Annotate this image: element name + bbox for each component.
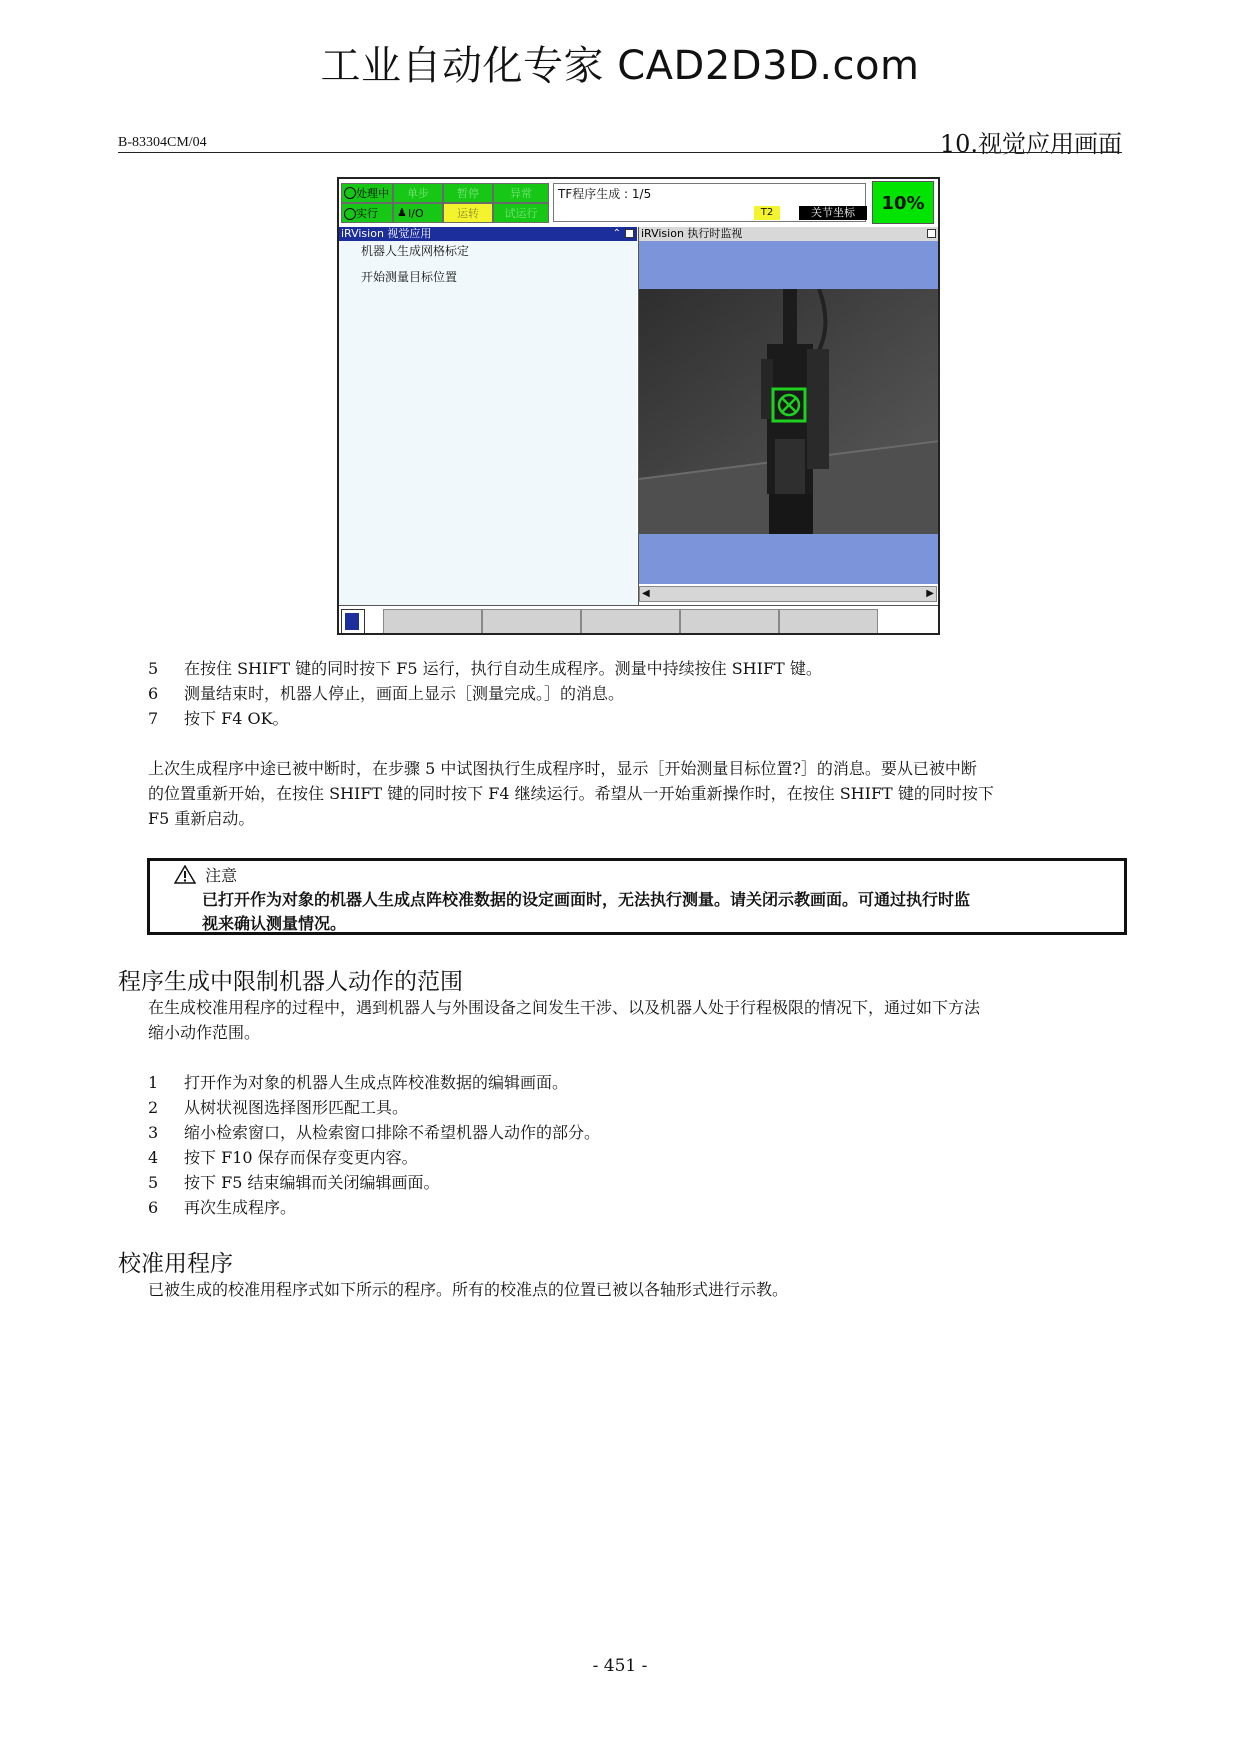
camera-margin-top <box>639 241 939 289</box>
note-line: 视来确认测量情况。 <box>202 914 347 933</box>
status-bar <box>339 179 938 227</box>
run-icon <box>344 208 356 220</box>
step-number: 6 <box>148 684 159 703</box>
status-busy <box>341 183 393 203</box>
maximize-icon[interactable] <box>927 229 936 238</box>
step-number: 7 <box>148 709 159 728</box>
function-key-bar <box>339 605 938 634</box>
step-text: 在按住 SHIFT 键的同时按下 F5 运行，执行自动生成程序。测量中持续按住 SHIFT 键。 <box>184 659 822 678</box>
io-icon: ♟ <box>397 206 407 219</box>
left-pane <box>339 227 637 605</box>
paragraph-line: 的位置重新开始，在按住 SHIFT 键的同时按下 F4 继续运行。希望从一开始重新操作时，在按住 SHIFT 键的同时按下 <box>148 784 994 803</box>
fkey-f5[interactable] <box>779 609 878 634</box>
step-number: 1 <box>148 1073 159 1092</box>
chevron-up-icon[interactable]: ⌃ <box>612 228 621 239</box>
note-heading-text: 注意 <box>205 866 238 885</box>
warning-icon <box>174 865 196 884</box>
status-busy-label: 处理中 <box>356 187 389 200</box>
scroll-right-icon[interactable]: ▶ <box>926 588 934 599</box>
fkey-f4[interactable] <box>680 609 779 634</box>
paragraph-line: 缩小动作范围。 <box>148 1023 261 1042</box>
step-text: 缩小检索窗口，从检索窗口排除不希望机器人动作的部分。 <box>184 1123 601 1142</box>
note-heading <box>174 863 237 886</box>
header-rule <box>118 152 1122 153</box>
status-run <box>341 203 393 223</box>
camera-image <box>639 289 939 534</box>
note-body <box>202 888 1112 936</box>
chapter-title: 10.视觉应用画面 <box>939 130 1122 158</box>
message-text: TF程序生成 : 1/5 <box>558 187 652 201</box>
maximize-icon[interactable] <box>625 229 634 238</box>
right-pane-title-text: iRVision 执行时监视 <box>641 227 743 240</box>
status-io-label: I/O <box>408 207 424 220</box>
section-text: 已被生成的校准用程序式如下所示的程序。所有的校准点的位置已被以各轴形式进行示教。 <box>148 1280 789 1299</box>
fkey-f1[interactable] <box>383 609 482 634</box>
step-text: 从树状视图选择图形匹配工具。 <box>184 1098 409 1117</box>
step-text: 再次生成程序。 <box>184 1198 297 1217</box>
step-text: 打开作为对象的机器人生成点阵校准数据的编辑画面。 <box>184 1073 569 1092</box>
mode-badge: T2 <box>754 206 780 220</box>
left-pane-title <box>339 227 637 241</box>
document-code: B-83304CM/04 <box>118 135 207 150</box>
teach-pendant-screen <box>337 177 940 635</box>
step-number: 5 <box>148 1173 159 1192</box>
section-intro <box>148 995 1128 1045</box>
step-number: 4 <box>148 1148 159 1167</box>
camera-feed <box>639 289 939 534</box>
message-line <box>553 183 866 222</box>
coord-badge: 关节坐标 <box>799 206 867 220</box>
right-pane <box>638 227 939 605</box>
left-pane-title-text: iRVision 视觉应用 <box>341 227 432 240</box>
status-io <box>393 203 443 223</box>
step-text: 按下 F4 OK。 <box>184 709 289 728</box>
step-number: 3 <box>148 1123 159 1142</box>
step-number: 6 <box>148 1198 159 1217</box>
menu-item-start-measure[interactable]: 开始测量目标位置 <box>361 270 458 284</box>
status-run-label: 实行 <box>356 207 378 220</box>
scroll-left-icon[interactable]: ◀ <box>642 588 650 599</box>
step-text: 测量结束时，机器人停止，画面上显示［测量完成。］的消息。 <box>184 684 625 703</box>
status-step: 单步 <box>393 183 443 203</box>
status-fault: 异常 <box>493 183 549 203</box>
status-hold: 暂停 <box>443 183 493 203</box>
paragraph-line: 在生成校准用程序的过程中，遇到机器人与外围设备之间发生干涉、以及机器人处于行程极限的情况下，通过如下方法 <box>148 998 981 1017</box>
step-text: 按下 F10 保存而保存变更内容。 <box>184 1148 418 1167</box>
right-pane-title <box>639 227 939 241</box>
busy-icon <box>344 187 356 199</box>
page-number: - 451 - <box>592 1656 648 1676</box>
step-number: 5 <box>148 659 159 678</box>
site-title: 工业自动化专家 CAD2D3D.com <box>320 43 920 89</box>
fkey-indicator <box>341 609 365 634</box>
step-number: 2 <box>148 1098 159 1117</box>
horizontal-scrollbar[interactable] <box>639 586 937 602</box>
steps-list-a <box>0 656 1240 736</box>
steps-list-b <box>0 1070 1240 1230</box>
paragraph-line: 上次生成程序中途已被中断时，在步骤 5 中试图执行生成程序时，显示［开始测量目标位置?］的消息。要从已被中断 <box>148 759 977 778</box>
fkey-f2[interactable] <box>482 609 581 634</box>
step-text: 按下 F5 结束编辑而关闭编辑画面。 <box>184 1173 440 1192</box>
camera-margin-bottom <box>639 534 939 584</box>
menu-item-robot-grid-cal[interactable]: 机器人生成网格标定 <box>361 244 470 258</box>
status-test: 试运行 <box>493 203 549 223</box>
note-line: 已打开作为对象的机器人生成点阵校准数据的设定画面时，无法执行测量。请关闭示教画面。可通过执行时监 <box>202 890 971 909</box>
override-display: 10% <box>872 181 934 224</box>
section-heading: 程序生成中限制机器人动作的范围 <box>118 969 463 995</box>
paragraph-line: F5 重新启动。 <box>148 809 255 828</box>
caution-note <box>147 858 1127 935</box>
resume-paragraph <box>148 756 1128 831</box>
fkey-f3[interactable] <box>581 609 680 634</box>
section-heading: 校准用程序 <box>118 1251 233 1277</box>
status-prod: 运转 <box>443 203 493 223</box>
